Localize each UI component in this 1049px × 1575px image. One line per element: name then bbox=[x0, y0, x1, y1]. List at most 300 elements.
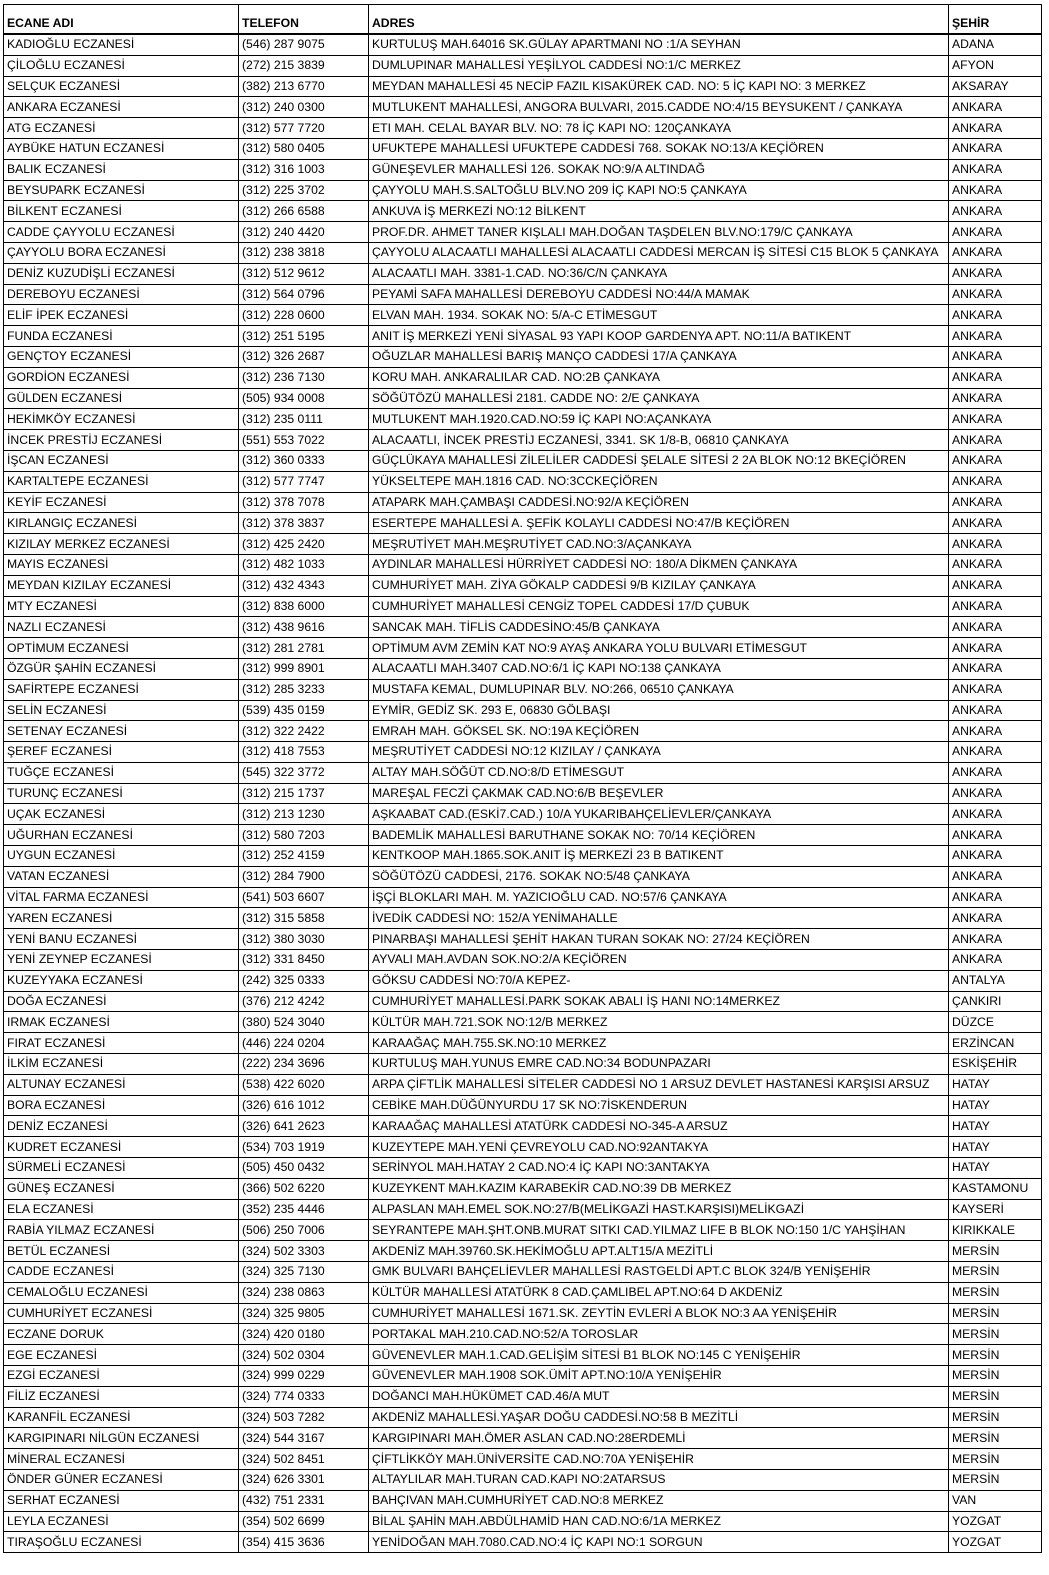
cell-pharmacy-name: İLKİM ECZANESİ bbox=[4, 1054, 239, 1075]
cell-address: UFUKTEPE MAHALLESİ UFUKTEPE CADDESİ 768. SOKAK NO:13/A KEÇİÖREN bbox=[369, 138, 949, 159]
cell-address: GÜVENEVLER MAH.1.CAD.GELİŞİM SİTESİ B1 BLOK NO:145 C YENİŞEHİR bbox=[369, 1345, 949, 1366]
header-pharmacy-name: ECANE ADI bbox=[4, 5, 239, 35]
cell-pharmacy-name: ÇAYYOLU BORA ECZANESİ bbox=[4, 242, 239, 263]
cell-pharmacy-name: MİNERAL ECZANESİ bbox=[4, 1449, 239, 1470]
cell-address: KUZEYKENT MAH.KAZIM KARABEKİR CAD.NO:39 DB MERKEZ bbox=[369, 1178, 949, 1199]
cell-phone: (312) 240 0300 bbox=[239, 97, 369, 118]
cell-city: ANKARA bbox=[949, 409, 1042, 430]
cell-city: ANKARA bbox=[949, 575, 1042, 596]
cell-pharmacy-name: BEYSUPARK ECZANESİ bbox=[4, 180, 239, 201]
cell-phone: (222) 234 3696 bbox=[239, 1054, 369, 1075]
cell-pharmacy-name: ŞEREF ECZANESİ bbox=[4, 742, 239, 763]
table-row bbox=[4, 866, 1042, 887]
cell-address: PINARBAŞI MAHALLESİ ŞEHİT HAKAN TURAN SOKAK NO: 27/24 KEÇİÖREN bbox=[369, 929, 949, 950]
cell-pharmacy-name: KIZILAY MERKEZ ECZANESİ bbox=[4, 534, 239, 555]
cell-phone: (534) 703 1919 bbox=[239, 1137, 369, 1158]
cell-address: PROF.DR. AHMET TANER KIŞLALI MAH.DOĞAN TAŞDELEN BLV.NO:179/C ÇANKAYA bbox=[369, 222, 949, 243]
cell-phone: (312) 838 6000 bbox=[239, 596, 369, 617]
cell-address: MEŞRUTİYET CADDESİ NO:12 KIZILAY / ÇANKAYA bbox=[369, 742, 949, 763]
cell-phone: (312) 580 0405 bbox=[239, 138, 369, 159]
cell-pharmacy-name: DENİZ KUZUDİŞLİ ECZANESİ bbox=[4, 263, 239, 284]
cell-address: ÇAYYOLU MAH.S.SALTOĞLU BLV.NO 209 İÇ KAPI NO:5 ÇANKAYA bbox=[369, 180, 949, 201]
table-row bbox=[4, 1324, 1042, 1345]
cell-pharmacy-name: YENİ BANU ECZANESİ bbox=[4, 929, 239, 950]
cell-pharmacy-name: OPTİMUM ECZANESİ bbox=[4, 638, 239, 659]
cell-pharmacy-name: SELİN ECZANESİ bbox=[4, 700, 239, 721]
table-row bbox=[4, 1095, 1042, 1116]
cell-address: ALACAATLI, İNCEK PRESTİJ ECZANESİ, 3341. SK 1/8-B, 06810 ÇANKAYA bbox=[369, 430, 949, 451]
cell-pharmacy-name: VATAN ECZANESİ bbox=[4, 866, 239, 887]
cell-address: GÜVENEVLER MAH.1908 SOK.ÜMİT APT.NO:10/A YENİŞEHİR bbox=[369, 1366, 949, 1387]
cell-address: AYVALI MAH.AVDAN SOK.NO:2/A KEÇİÖREN bbox=[369, 950, 949, 971]
cell-city: ANKARA bbox=[949, 284, 1042, 305]
cell-pharmacy-name: HEKİMKÖY ECZANESİ bbox=[4, 409, 239, 430]
cell-address: YENİDOĞAN MAH.7080.CAD.NO:4 İÇ KAPI NO:1 SORGUN bbox=[369, 1532, 949, 1553]
table-row bbox=[4, 1137, 1042, 1158]
cell-address: MUTLUKENT MAHALLESİ, ANGORA BULVARI, 2015.CADDE NO:4/15 BEYSUKENT / ÇANKAYA bbox=[369, 97, 949, 118]
cell-address: İVEDİK CADDESİ NO: 152/A YENİMAHALLE bbox=[369, 908, 949, 929]
cell-pharmacy-name: KARGIPINARI NİLGÜN ECZANESİ bbox=[4, 1428, 239, 1449]
table-row bbox=[4, 1199, 1042, 1220]
cell-city: KAYSERİ bbox=[949, 1199, 1042, 1220]
cell-pharmacy-name: ÖZGÜR ŞAHİN ECZANESİ bbox=[4, 658, 239, 679]
table-row bbox=[4, 846, 1042, 867]
cell-pharmacy-name: ELA ECZANESİ bbox=[4, 1199, 239, 1220]
cell-city: ANKARA bbox=[949, 263, 1042, 284]
cell-address: KURTULUŞ MAH.64016 SK.GÜLAY APARTMANI NO :1/A SEYHAN bbox=[369, 34, 949, 55]
cell-city: ERZİNCAN bbox=[949, 1033, 1042, 1054]
cell-pharmacy-name: MTY ECZANESİ bbox=[4, 596, 239, 617]
table-row bbox=[4, 222, 1042, 243]
table-row bbox=[4, 1303, 1042, 1324]
cell-phone: (312) 215 1737 bbox=[239, 783, 369, 804]
cell-address: PEYAMİ SAFA MAHALLESİ DEREBOYU CADDESİ NO:44/A MAMAK bbox=[369, 284, 949, 305]
cell-city: ANKARA bbox=[949, 950, 1042, 971]
cell-address: ARPA ÇİFTLİK MAHALLESİ SİTELER CADDESİ NO 1 ARSUZ DEVLET HASTANESİ KARŞISI ARSUZ bbox=[369, 1074, 949, 1095]
cell-city: ANKARA bbox=[949, 326, 1042, 347]
cell-address: CEBİKE MAH.DÜĞÜNYURDU 17 SK NO:7İSKENDERUN bbox=[369, 1095, 949, 1116]
cell-phone: (354) 502 6699 bbox=[239, 1511, 369, 1532]
cell-city: KIRIKKALE bbox=[949, 1220, 1042, 1241]
cell-pharmacy-name: UÇAK ECZANESİ bbox=[4, 804, 239, 825]
cell-phone: (242) 325 0333 bbox=[239, 970, 369, 991]
table-row bbox=[4, 825, 1042, 846]
table-row bbox=[4, 762, 1042, 783]
cell-pharmacy-name: DEREBOYU ECZANESİ bbox=[4, 284, 239, 305]
cell-pharmacy-name: CADDE ÇAYYOLU ECZANESİ bbox=[4, 222, 239, 243]
cell-address: ALTAYLILAR MAH.TURAN CAD.KAPI NO:2ATARSUS bbox=[369, 1469, 949, 1490]
cell-phone: (551) 553 7022 bbox=[239, 430, 369, 451]
cell-city: DÜZCE bbox=[949, 1012, 1042, 1033]
cell-phone: (312) 322 2422 bbox=[239, 721, 369, 742]
table-row bbox=[4, 1178, 1042, 1199]
cell-phone: (324) 544 3167 bbox=[239, 1428, 369, 1449]
cell-pharmacy-name: FİLİZ ECZANESİ bbox=[4, 1386, 239, 1407]
cell-city: MERSİN bbox=[949, 1303, 1042, 1324]
cell-pharmacy-name: NAZLI ECZANESİ bbox=[4, 617, 239, 638]
cell-phone: (312) 580 7203 bbox=[239, 825, 369, 846]
cell-city: ANKARA bbox=[949, 97, 1042, 118]
cell-city: ANKARA bbox=[949, 700, 1042, 721]
cell-city: ANKARA bbox=[949, 638, 1042, 659]
cell-pharmacy-name: GÜLDEN ECZANESİ bbox=[4, 388, 239, 409]
cell-address: EYMİR, GEDİZ SK. 293 E, 06830 GÖLBAŞI bbox=[369, 700, 949, 721]
cell-address: AKDENİZ MAHALLESİ.YAŞAR DOĞU CADDESİ.NO:58 B MEZİTLİ bbox=[369, 1407, 949, 1428]
cell-phone: (326) 641 2623 bbox=[239, 1116, 369, 1137]
cell-address: KARAAĞAÇ MAHALLESİ ATATÜRK CADDESİ NO-345-A ARSUZ bbox=[369, 1116, 949, 1137]
cell-phone: (376) 212 4242 bbox=[239, 991, 369, 1012]
table-row bbox=[4, 1158, 1042, 1179]
cell-pharmacy-name: ALTUNAY ECZANESİ bbox=[4, 1074, 239, 1095]
table-row bbox=[4, 76, 1042, 97]
table-row bbox=[4, 534, 1042, 555]
cell-city: ANKARA bbox=[949, 159, 1042, 180]
table-row bbox=[4, 55, 1042, 76]
cell-address: CUMHURİYET MAHALLESİ CENGİZ TOPEL CADDESİ 17/D ÇUBUK bbox=[369, 596, 949, 617]
cell-pharmacy-name: SELÇUK ECZANESİ bbox=[4, 76, 239, 97]
cell-phone: (312) 438 9616 bbox=[239, 617, 369, 638]
cell-phone: (312) 482 1033 bbox=[239, 554, 369, 575]
cell-city: YOZGAT bbox=[949, 1511, 1042, 1532]
cell-address: AŞKAABAT CAD.(ESKİ7.CAD.) 10/A YUKARIBAHÇELİEVLER/ÇANKAYA bbox=[369, 804, 949, 825]
cell-pharmacy-name: YENİ ZEYNEP ECZANESİ bbox=[4, 950, 239, 971]
cell-address: EMRAH MAH. GÖKSEL SK. NO:19A KEÇİÖREN bbox=[369, 721, 949, 742]
table-row bbox=[4, 679, 1042, 700]
cell-phone: (312) 380 3030 bbox=[239, 929, 369, 950]
cell-address: ANIT İŞ MERKEZİ YENİ SİYASAL 93 YAPI KOOP GARDENYA APT. NO:11/A BATIKENT bbox=[369, 326, 949, 347]
header-row bbox=[4, 5, 1042, 35]
cell-city: MERSİN bbox=[949, 1386, 1042, 1407]
cell-address: MEYDAN MAHALLESİ 45 NECİP FAZIL KISAKÜREK CAD. NO: 5 İÇ KAPI NO: 3 MERKEZ bbox=[369, 76, 949, 97]
cell-phone: (324) 502 8451 bbox=[239, 1449, 369, 1470]
cell-city: ANKARA bbox=[949, 513, 1042, 534]
table-row bbox=[4, 1033, 1042, 1054]
cell-phone: (312) 238 3818 bbox=[239, 242, 369, 263]
table-row bbox=[4, 950, 1042, 971]
cell-pharmacy-name: KIRLANGIÇ ECZANESİ bbox=[4, 513, 239, 534]
cell-address: YÜKSELTEPE MAH.1816 CAD. NO:3CCKEÇİÖREN bbox=[369, 471, 949, 492]
cell-address: KURTULUŞ MAH.YUNUS EMRE CAD.NO:34 BODUNPAZARI bbox=[369, 1054, 949, 1075]
cell-phone: (312) 432 4343 bbox=[239, 575, 369, 596]
cell-pharmacy-name: KADIOĞLU ECZANESİ bbox=[4, 34, 239, 55]
cell-phone: (324) 999 0229 bbox=[239, 1366, 369, 1387]
cell-address: DOĞANCI MAH.HÜKÜMET CAD.46/A MUT bbox=[369, 1386, 949, 1407]
cell-pharmacy-name: SAFİRTEPE ECZANESİ bbox=[4, 679, 239, 700]
cell-pharmacy-name: BALIK ECZANESİ bbox=[4, 159, 239, 180]
cell-phone: (312) 315 5858 bbox=[239, 908, 369, 929]
cell-address: ÇİFTLİKKÖY MAH.ÜNİVERSİTE CAD.NO:70A YENİŞEHİR bbox=[369, 1449, 949, 1470]
cell-city: MERSİN bbox=[949, 1262, 1042, 1283]
cell-pharmacy-name: GÜNEŞ ECZANESİ bbox=[4, 1178, 239, 1199]
cell-phone: (505) 450 0432 bbox=[239, 1158, 369, 1179]
cell-city: ANKARA bbox=[949, 118, 1042, 139]
cell-city: ANKARA bbox=[949, 596, 1042, 617]
cell-pharmacy-name: LEYLA ECZANESİ bbox=[4, 1511, 239, 1532]
cell-city: ANKARA bbox=[949, 388, 1042, 409]
cell-address: MAREŞAL FECZİ ÇAKMAK CAD.NO:6/B BEŞEVLER bbox=[369, 783, 949, 804]
cell-address: SÖĞÜTÖZÜ CADDESİ, 2176. SOKAK NO:5/48 ÇANKAYA bbox=[369, 866, 949, 887]
table-row bbox=[4, 430, 1042, 451]
cell-phone: (312) 577 7747 bbox=[239, 471, 369, 492]
table-row bbox=[4, 721, 1042, 742]
cell-pharmacy-name: GENÇTOY ECZANESİ bbox=[4, 346, 239, 367]
table-row bbox=[4, 1012, 1042, 1033]
cell-phone: (505) 934 0008 bbox=[239, 388, 369, 409]
cell-phone: (324) 774 0333 bbox=[239, 1386, 369, 1407]
cell-phone: (324) 502 0304 bbox=[239, 1345, 369, 1366]
cell-city: ANKARA bbox=[949, 554, 1042, 575]
cell-city: MERSİN bbox=[949, 1407, 1042, 1428]
table-row bbox=[4, 1511, 1042, 1532]
cell-address: ESERTEPE MAHALLESİ A. ŞEFİK KOLAYLI CADDESİ NO:47/B KEÇİÖREN bbox=[369, 513, 949, 534]
cell-pharmacy-name: EGE ECZANESİ bbox=[4, 1345, 239, 1366]
cell-city: ANKARA bbox=[949, 929, 1042, 950]
cell-city: ANKARA bbox=[949, 346, 1042, 367]
cell-address: GMK BULVARI BAHÇELİEVLER MAHALLESİ RASTGELDİ APT.C BLOK 324/B YENİŞEHİR bbox=[369, 1262, 949, 1283]
cell-address: AKDENİZ MAH.39760.SK.HEKİMOĞLU APT.ALT15/A MEZİTLİ bbox=[369, 1241, 949, 1262]
cell-address: ÇAYYOLU ALACAATLI MAHALLESİ ALACAATLI CADDESİ MERCAN İŞ SİTESİ C15 BLOK 5 ÇANKAYA bbox=[369, 242, 949, 263]
cell-city: HATAY bbox=[949, 1137, 1042, 1158]
table-row bbox=[4, 513, 1042, 534]
table-row bbox=[4, 1345, 1042, 1366]
cell-pharmacy-name: ANKARA ECZANESİ bbox=[4, 97, 239, 118]
cell-pharmacy-name: KUZEYYAKA ECZANESİ bbox=[4, 970, 239, 991]
table-row bbox=[4, 409, 1042, 430]
cell-phone: (312) 360 0333 bbox=[239, 450, 369, 471]
cell-pharmacy-name: KARANFİL ECZANESİ bbox=[4, 1407, 239, 1428]
cell-phone: (312) 285 3233 bbox=[239, 679, 369, 700]
table-row bbox=[4, 1366, 1042, 1387]
header-address: ADRES bbox=[369, 5, 949, 35]
cell-city: ANKARA bbox=[949, 367, 1042, 388]
cell-city: ANKARA bbox=[949, 783, 1042, 804]
cell-city: HATAY bbox=[949, 1158, 1042, 1179]
table-row bbox=[4, 305, 1042, 326]
cell-city: KASTAMONU bbox=[949, 1178, 1042, 1199]
cell-address: OĞUZLAR MAHALLESİ BARIŞ MANÇO CADDESİ 17/A ÇANKAYA bbox=[369, 346, 949, 367]
cell-address: ALACAATLI MAH.3407 CAD.NO:6/1 İÇ KAPI NO:138 ÇANKAYA bbox=[369, 658, 949, 679]
cell-city: ANKARA bbox=[949, 138, 1042, 159]
cell-city: ANKARA bbox=[949, 762, 1042, 783]
cell-city: AFYON bbox=[949, 55, 1042, 76]
cell-pharmacy-name: CADDE ECZANESİ bbox=[4, 1262, 239, 1283]
cell-address: OPTİMUM AVM ZEMİN KAT NO:9 AYAŞ ANKARA YOLU BULVARI ETİMESGUT bbox=[369, 638, 949, 659]
cell-address: KÜLTÜR MAH.721.SOK NO:12/B MERKEZ bbox=[369, 1012, 949, 1033]
cell-address: ATAPARK MAH.ÇAMBAŞI CADDESİ.NO:92/A KEÇİÖREN bbox=[369, 492, 949, 513]
cell-address: ALTAY MAH.SÖĞÜT CD.NO:8/D ETİMESGUT bbox=[369, 762, 949, 783]
cell-address: KENTKOOP MAH.1865.SOK.ANIT İŞ MERKEZİ 23 B BATIKENT bbox=[369, 846, 949, 867]
cell-pharmacy-name: VİTAL FARMA ECZANESİ bbox=[4, 887, 239, 908]
cell-address: CUMHURİYET MAHALLESİ 1671.SK. ZEYTİN EVLERİ A BLOK NO:3 AA YENİŞEHİR bbox=[369, 1303, 949, 1324]
cell-city: MERSİN bbox=[949, 1449, 1042, 1470]
cell-phone: (539) 435 0159 bbox=[239, 700, 369, 721]
cell-city: YOZGAT bbox=[949, 1532, 1042, 1553]
table-row bbox=[4, 284, 1042, 305]
cell-city: ANKARA bbox=[949, 846, 1042, 867]
table-row bbox=[4, 326, 1042, 347]
cell-address: KUZEYTEPE MAH.YENİ ÇEVREYOLU CAD.NO:92ANTAKYA bbox=[369, 1137, 949, 1158]
table-row bbox=[4, 492, 1042, 513]
cell-address: GÖKSU CADDESİ NO:70/A KEPEZ- bbox=[369, 970, 949, 991]
table-row bbox=[4, 783, 1042, 804]
cell-city: ANKARA bbox=[949, 658, 1042, 679]
cell-pharmacy-name: İŞCAN ECZANESİ bbox=[4, 450, 239, 471]
cell-address: MEŞRUTİYET MAH.MEŞRUTİYET CAD.NO:3/AÇANKAYA bbox=[369, 534, 949, 555]
table-row bbox=[4, 97, 1042, 118]
cell-phone: (366) 502 6220 bbox=[239, 1178, 369, 1199]
cell-address: CUMHURİYET MAH. ZİYA GÖKALP CADDESİ 9/B KIZILAY ÇANKAYA bbox=[369, 575, 949, 596]
cell-address: SANCAK MAH. TİFLİS CADDESİNO:45/B ÇANKAYA bbox=[369, 617, 949, 638]
cell-pharmacy-name: YAREN ECZANESİ bbox=[4, 908, 239, 929]
table-row bbox=[4, 991, 1042, 1012]
cell-address: GÜNEŞEVLER MAHALLESİ 126. SOKAK NO:9/A ALTINDAĞ bbox=[369, 159, 949, 180]
cell-address: KÜLTÜR MAHALLESİ ATATÜRK 8 CAD.ÇAMLIBEL APT.NO:64 D AKDENİZ bbox=[369, 1282, 949, 1303]
cell-city: ANKARA bbox=[949, 201, 1042, 222]
cell-city: ÇANKIRI bbox=[949, 991, 1042, 1012]
table-row bbox=[4, 554, 1042, 575]
cell-city: ANKARA bbox=[949, 471, 1042, 492]
cell-phone: (312) 577 7720 bbox=[239, 118, 369, 139]
cell-pharmacy-name: IRMAK ECZANESİ bbox=[4, 1012, 239, 1033]
cell-phone: (312) 425 2420 bbox=[239, 534, 369, 555]
cell-city: MERSİN bbox=[949, 1345, 1042, 1366]
cell-pharmacy-name: ÖNDER GÜNER ECZANESİ bbox=[4, 1469, 239, 1490]
cell-pharmacy-name: İNCEK PRESTİJ ECZANESİ bbox=[4, 430, 239, 451]
cell-pharmacy-name: FUNDA ECZANESİ bbox=[4, 326, 239, 347]
cell-phone: (324) 238 0863 bbox=[239, 1282, 369, 1303]
cell-phone: (312) 284 7900 bbox=[239, 866, 369, 887]
cell-phone: (312) 252 4159 bbox=[239, 846, 369, 867]
cell-city: ANKARA bbox=[949, 887, 1042, 908]
cell-phone: (546) 287 9075 bbox=[239, 34, 369, 55]
cell-pharmacy-name: CUMHURİYET ECZANESİ bbox=[4, 1303, 239, 1324]
table-row bbox=[4, 138, 1042, 159]
cell-pharmacy-name: KARTALTEPE ECZANESİ bbox=[4, 471, 239, 492]
table-row bbox=[4, 34, 1042, 55]
table-row bbox=[4, 908, 1042, 929]
cell-address: ALPASLAN MAH.EMEL SOK.NO:27/B(MELİKGAZİ HAST.KARŞISI)MELİKGAZİ bbox=[369, 1199, 949, 1220]
cell-phone: (352) 235 4446 bbox=[239, 1199, 369, 1220]
table-row bbox=[4, 804, 1042, 825]
table-row bbox=[4, 638, 1042, 659]
table-row bbox=[4, 118, 1042, 139]
cell-phone: (272) 215 3839 bbox=[239, 55, 369, 76]
cell-pharmacy-name: UĞURHAN ECZANESİ bbox=[4, 825, 239, 846]
cell-city: MERSİN bbox=[949, 1366, 1042, 1387]
cell-city: ANKARA bbox=[949, 866, 1042, 887]
cell-address: DUMLUPINAR MAHALLESİ YEŞİLYOL CADDESİ NO:1/C MERKEZ bbox=[369, 55, 949, 76]
cell-city: ANKARA bbox=[949, 742, 1042, 763]
table-row bbox=[4, 1386, 1042, 1407]
cell-address: GÜÇLÜKAYA MAHALLESİ ZİLELİLER CADDESİ ŞELALE SİTESİ 2 2A BLOK NO:12 BKEÇİÖREN bbox=[369, 450, 949, 471]
cell-city: ANKARA bbox=[949, 534, 1042, 555]
cell-city: MERSİN bbox=[949, 1428, 1042, 1449]
cell-city: ANKARA bbox=[949, 908, 1042, 929]
cell-address: CUMHURİYET MAHALLESİ.PARK SOKAK ABALI İŞ HANI NO:14MERKEZ bbox=[369, 991, 949, 1012]
cell-city: ESKİŞEHİR bbox=[949, 1054, 1042, 1075]
table-row bbox=[4, 450, 1042, 471]
cell-pharmacy-name: MAYIS ECZANESİ bbox=[4, 554, 239, 575]
table-row bbox=[4, 742, 1042, 763]
cell-address: ALACAATLI MAH. 3381-1.CAD. NO:36/C/N ÇANKAYA bbox=[369, 263, 949, 284]
table-row bbox=[4, 1074, 1042, 1095]
cell-pharmacy-name: RABİA YILMAZ ECZANESİ bbox=[4, 1220, 239, 1241]
cell-phone: (312) 281 2781 bbox=[239, 638, 369, 659]
cell-address: MUSTAFA KEMAL, DUMLUPINAR BLV. NO:266, 06510 ÇANKAYA bbox=[369, 679, 949, 700]
cell-pharmacy-name: TUĞÇE ECZANESİ bbox=[4, 762, 239, 783]
cell-phone: (324) 502 3303 bbox=[239, 1241, 369, 1262]
table-row bbox=[4, 700, 1042, 721]
table-row bbox=[4, 1241, 1042, 1262]
table-row bbox=[4, 201, 1042, 222]
table-row bbox=[4, 388, 1042, 409]
cell-address: ETI MAH. CELAL BAYAR BLV. NO: 78 İÇ KAPI NO: 120ÇANKAYA bbox=[369, 118, 949, 139]
table-row bbox=[4, 596, 1042, 617]
cell-city: MERSİN bbox=[949, 1469, 1042, 1490]
table-row bbox=[4, 1532, 1042, 1553]
cell-phone: (312) 235 0111 bbox=[239, 409, 369, 430]
table-row bbox=[4, 242, 1042, 263]
cell-pharmacy-name: ECZANE DORUK bbox=[4, 1324, 239, 1345]
cell-phone: (312) 512 9612 bbox=[239, 263, 369, 284]
table-row bbox=[4, 1116, 1042, 1137]
pharmacy-table bbox=[3, 4, 1042, 1553]
table-row bbox=[4, 617, 1042, 638]
cell-pharmacy-name: BETÜL ECZANESİ bbox=[4, 1241, 239, 1262]
cell-pharmacy-name: SETENAY ECZANESİ bbox=[4, 721, 239, 742]
cell-phone: (312) 326 2687 bbox=[239, 346, 369, 367]
cell-phone: (324) 420 0180 bbox=[239, 1324, 369, 1345]
table-row bbox=[4, 367, 1042, 388]
cell-city: ANKARA bbox=[949, 305, 1042, 326]
cell-address: AYDINLAR MAHALLESİ HÜRRİYET CADDESİ NO: 180/A DİKMEN ÇANKAYA bbox=[369, 554, 949, 575]
cell-city: AKSARAY bbox=[949, 76, 1042, 97]
cell-phone: (312) 331 8450 bbox=[239, 950, 369, 971]
cell-phone: (312) 378 3837 bbox=[239, 513, 369, 534]
cell-address: KARGIPINARI MAH.ÖMER ASLAN CAD.NO:28ERDEMLİ bbox=[369, 1428, 949, 1449]
cell-pharmacy-name: GORDİON ECZANESİ bbox=[4, 367, 239, 388]
cell-city: ANKARA bbox=[949, 450, 1042, 471]
cell-city: ANKARA bbox=[949, 180, 1042, 201]
cell-city: ANKARA bbox=[949, 492, 1042, 513]
cell-phone: (312) 418 7553 bbox=[239, 742, 369, 763]
header-city: ŞEHİR bbox=[949, 5, 1042, 35]
cell-pharmacy-name: TURUNÇ ECZANESİ bbox=[4, 783, 239, 804]
cell-pharmacy-name: ÇİLOĞLU ECZANESİ bbox=[4, 55, 239, 76]
cell-pharmacy-name: ATG ECZANESİ bbox=[4, 118, 239, 139]
table-header bbox=[4, 5, 1042, 35]
cell-phone: (312) 225 3702 bbox=[239, 180, 369, 201]
cell-city: ANKARA bbox=[949, 242, 1042, 263]
cell-address: BAHÇIVAN MAH.CUMHURİYET CAD.NO:8 MERKEZ bbox=[369, 1490, 949, 1511]
cell-pharmacy-name: BİLKENT ECZANESİ bbox=[4, 201, 239, 222]
table-row bbox=[4, 887, 1042, 908]
cell-phone: (382) 213 6770 bbox=[239, 76, 369, 97]
cell-address: ANKUVA İŞ MERKEZİ NO:12 BİLKENT bbox=[369, 201, 949, 222]
cell-city: ANKARA bbox=[949, 617, 1042, 638]
cell-phone: (324) 325 9805 bbox=[239, 1303, 369, 1324]
table-row bbox=[4, 1449, 1042, 1470]
cell-phone: (312) 999 8901 bbox=[239, 658, 369, 679]
cell-address: KORU MAH. ANKARALILAR CAD. NO:2B ÇANKAYA bbox=[369, 367, 949, 388]
cell-address: İŞÇİ BLOKLARI MAH. M. YAZICIOĞLU CAD. NO:57/6 ÇANKAYA bbox=[369, 887, 949, 908]
cell-phone: (312) 236 7130 bbox=[239, 367, 369, 388]
table-row bbox=[4, 929, 1042, 950]
table-row bbox=[4, 180, 1042, 201]
cell-address: BADEMLİK MAHALLESİ BARUTHANE SOKAK NO: 70/14 KEÇİÖREN bbox=[369, 825, 949, 846]
cell-phone: (354) 415 3636 bbox=[239, 1532, 369, 1553]
table-row bbox=[4, 1490, 1042, 1511]
